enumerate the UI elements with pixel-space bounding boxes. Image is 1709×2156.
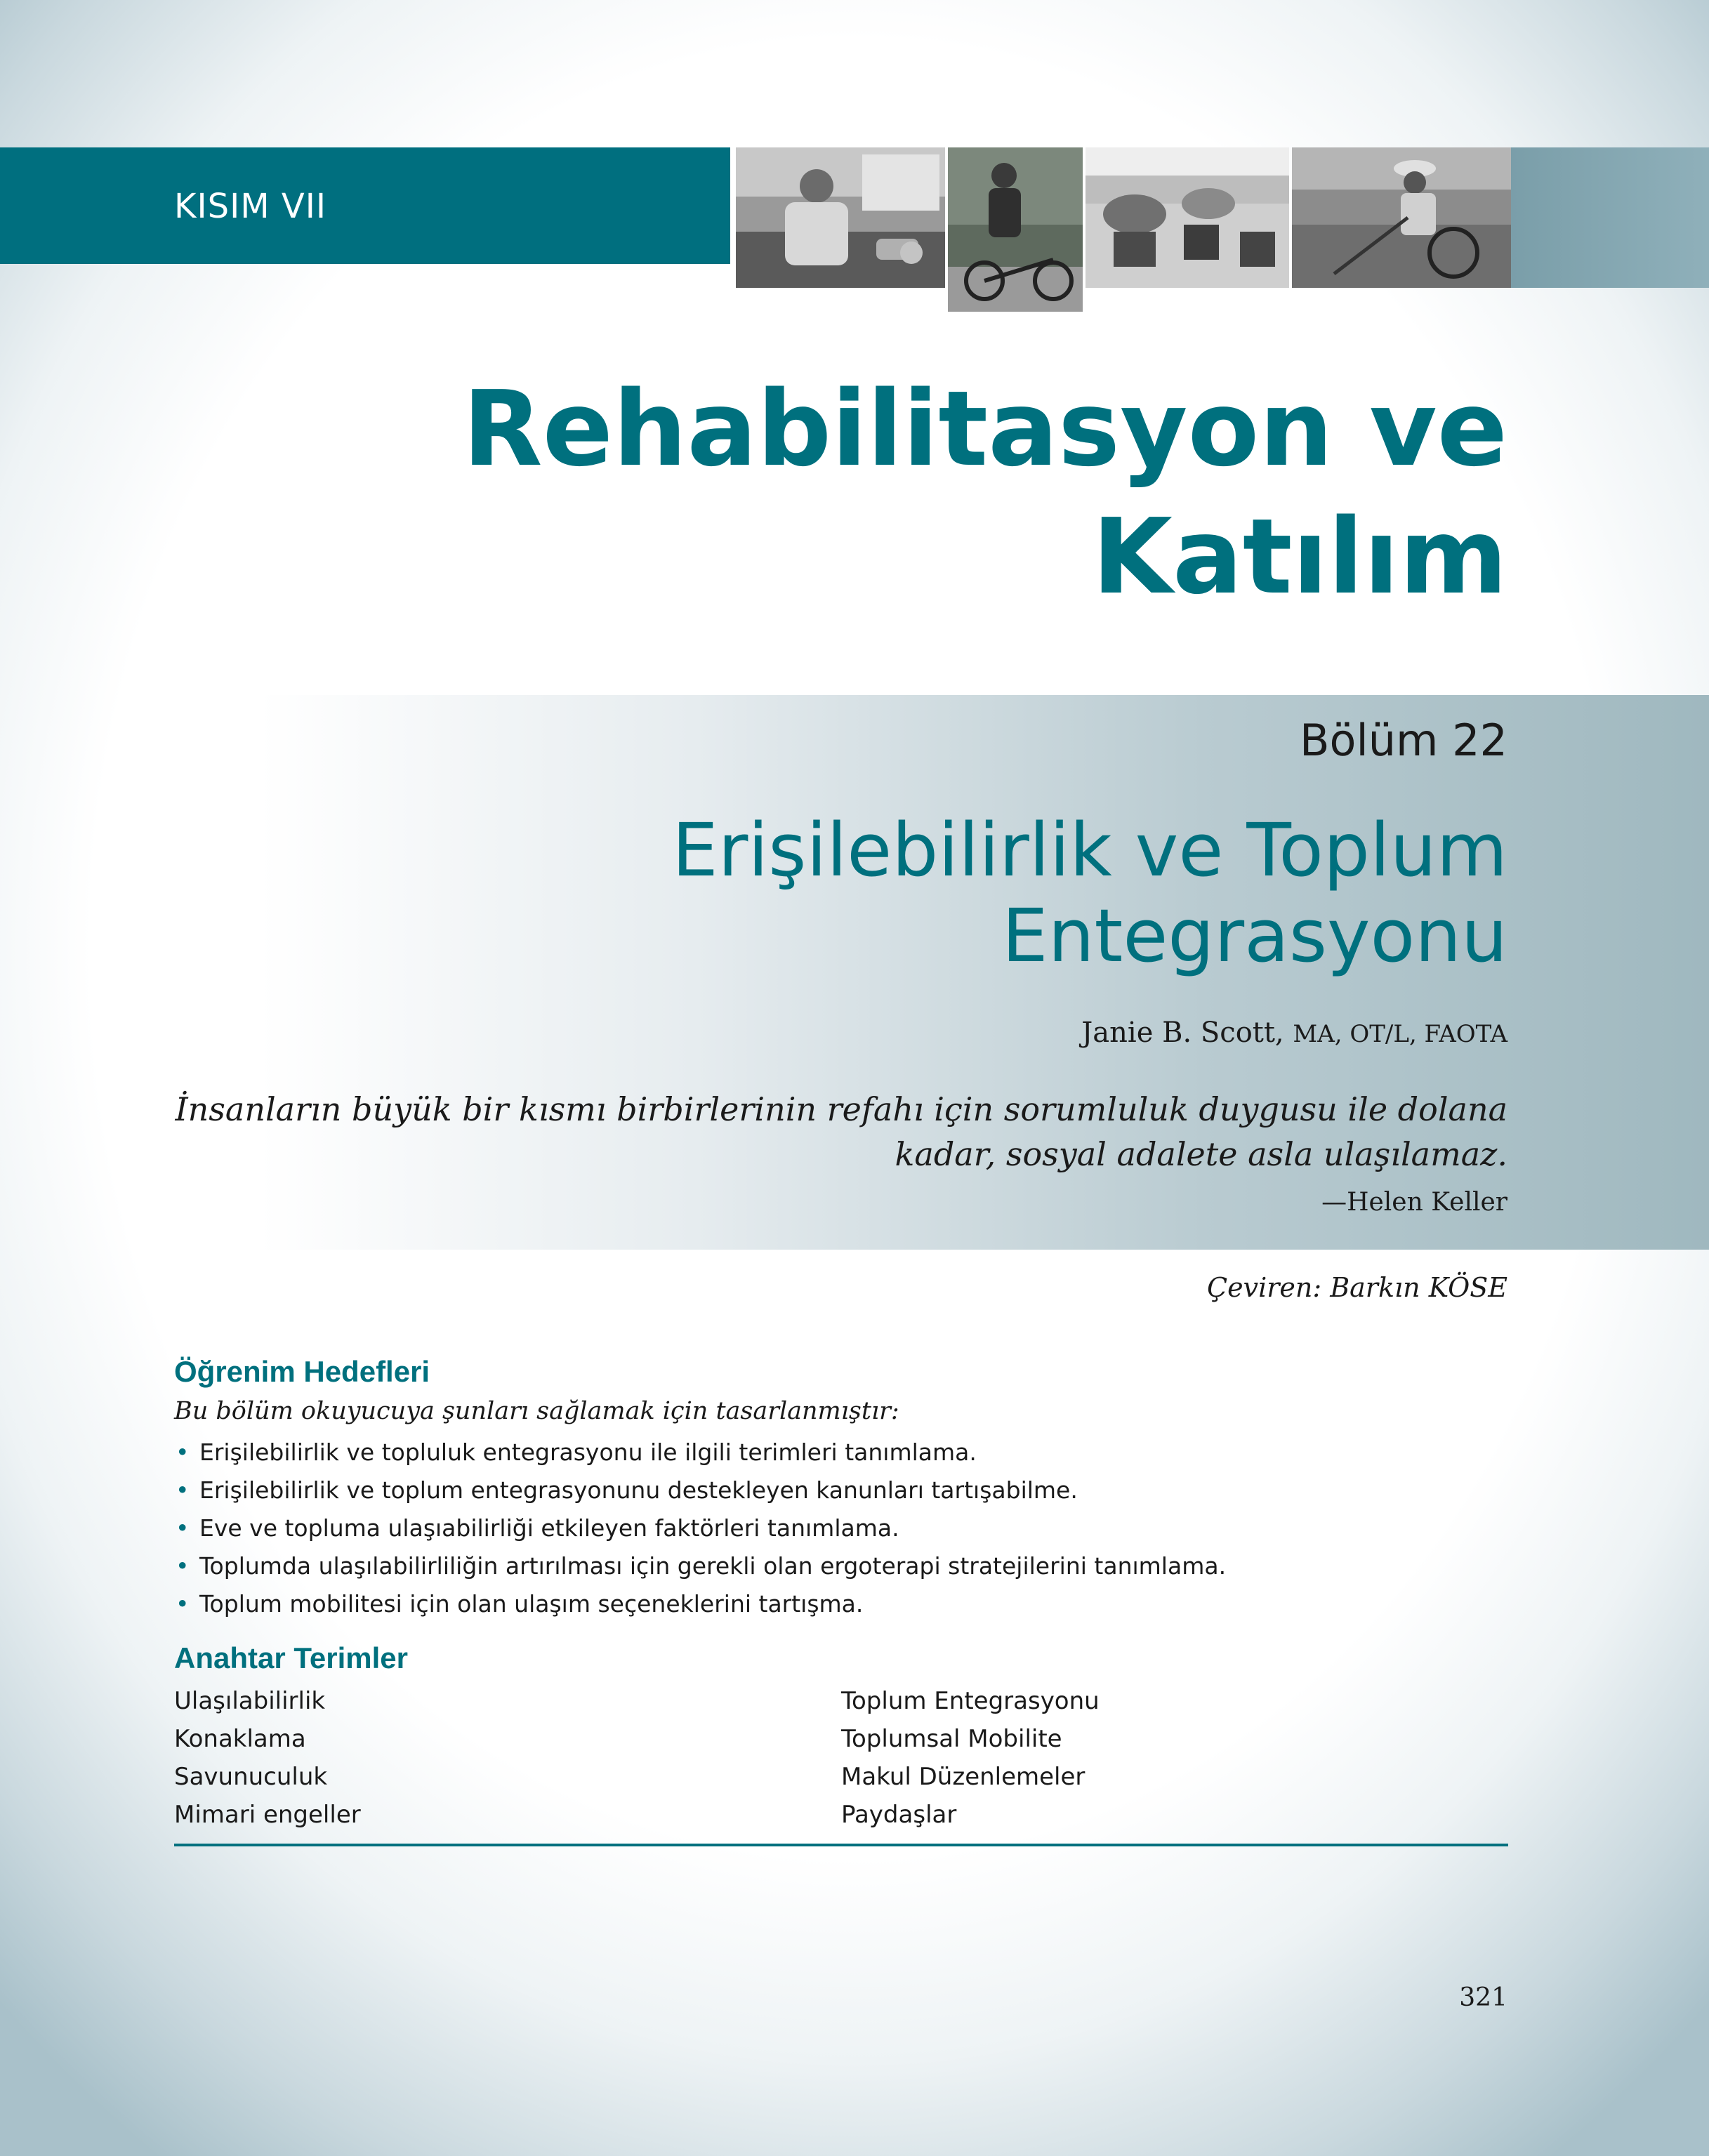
chapter-title-line2: Entegrasyonu — [1001, 893, 1507, 979]
translator-credit: Çeviren: Barkın KÖSE — [1207, 1272, 1507, 1303]
key-terms-left-column — [174, 1682, 361, 1834]
list-item — [174, 1509, 1226, 1547]
key-terms-right-column — [841, 1682, 1100, 1834]
quote-attribution: —Helen Keller — [1321, 1188, 1507, 1217]
author-credentials: MA, OT/L, FAOTA — [1293, 1020, 1507, 1048]
list-item — [174, 1471, 1226, 1509]
bullet-icon: • — [176, 1590, 190, 1618]
part-title — [463, 365, 1507, 621]
objectives-list — [174, 1434, 1226, 1623]
wheelchair-garden-photo — [1292, 147, 1511, 288]
key-term: Toplum Entegrasyonu — [841, 1687, 1100, 1715]
key-term: Paydaşlar — [841, 1801, 957, 1829]
part-header-bar — [0, 147, 730, 264]
list-item — [174, 1585, 1226, 1623]
key-term: Makul Düzenlemeler — [841, 1763, 1086, 1791]
section-divider — [174, 1844, 1508, 1846]
header-bar-extension — [1510, 147, 1709, 288]
key-term: Mimari engeller — [174, 1801, 361, 1829]
author-name: Janie B. Scott, — [1081, 1017, 1284, 1049]
tricycle-photo — [948, 147, 1083, 312]
objective-text: Toplum mobilitesi için olan ulaşım seçeneklerini tartışma. — [199, 1590, 864, 1618]
bullet-icon: • — [176, 1514, 190, 1542]
chapter-title — [672, 807, 1507, 979]
epigraph-quote — [173, 1087, 1507, 1177]
objective-text: Toplumda ulaşılabilirliliğin artırılması için gerekli olan ergoterapi stratejilerini tanımlama. — [199, 1552, 1227, 1580]
key-term: Ulaşılabilirlik — [174, 1687, 326, 1715]
quote-line1: İnsanların büyük bir kısmı birbirlerinin refahı için sorumluluk duygusu ile dolana — [175, 1090, 1507, 1128]
objective-text: Erişilebilirlik ve topluluk entegrasyonu ile ilgili terimleri tanımlama. — [199, 1439, 977, 1466]
key-term: Konaklama — [174, 1725, 306, 1753]
chapter-title-line1: Erişilebilirlik ve Toplum — [671, 807, 1507, 893]
cooking-photo — [736, 147, 945, 288]
key-term: Savunuculuk — [174, 1763, 328, 1791]
bullet-icon: • — [176, 1476, 190, 1504]
chapter-author — [1081, 1017, 1507, 1049]
objectives-intro: Bu bölüm okuyucuya şunları sağlamak için tasarlanmıştır: — [174, 1397, 899, 1425]
bullet-icon: • — [176, 1439, 190, 1466]
key-term: Toplumsal Mobilite — [841, 1725, 1062, 1753]
objectives-heading: Öğrenim Hedefleri — [174, 1355, 430, 1388]
list-item — [174, 1434, 1226, 1471]
quote-line2: kadar, sosyal adalete asla ulaşılamaz. — [895, 1135, 1507, 1173]
list-item — [174, 1547, 1226, 1585]
part-title-line1: Rehabilitasyon ve — [462, 369, 1507, 489]
objective-text: Eve ve topluma ulaşıabilirliği etkileyen faktörleri tanımlama. — [199, 1514, 899, 1542]
bullet-icon: • — [176, 1552, 190, 1580]
objective-text: Erişilebilirlik ve toplum entegrasyonunu destekleyen kanunları tartışabilme. — [199, 1476, 1078, 1504]
page-number: 321 — [1459, 1983, 1507, 2012]
chapter-number: Bölüm 22 — [1300, 715, 1507, 766]
beach-photo — [1086, 147, 1289, 288]
part-label: KISIM VII — [174, 187, 327, 226]
key-terms-heading: Anahtar Terimler — [174, 1641, 408, 1674]
part-title-line2: Katılım — [1092, 496, 1507, 617]
